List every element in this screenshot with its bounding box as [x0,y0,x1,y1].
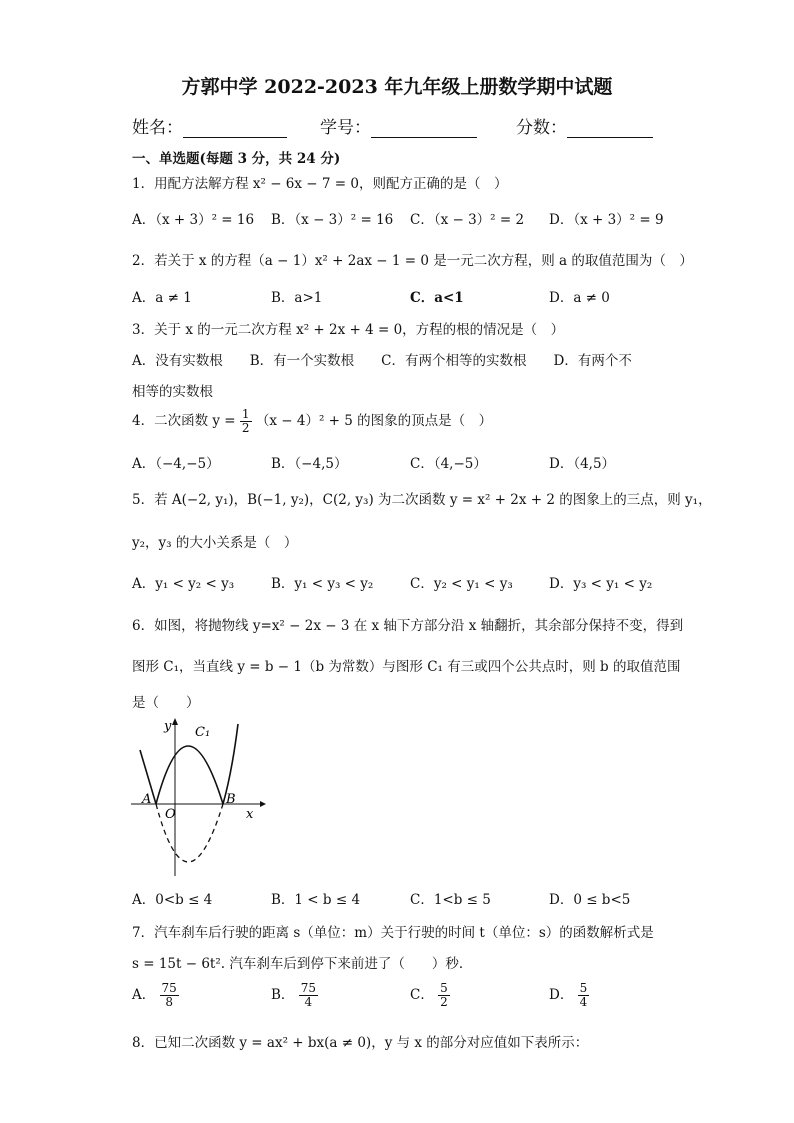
option-b-prefix: B． [271,987,295,1003]
option-a-fraction [160,982,179,1009]
question-6-option-d: D．0 ≤ b<5 [549,892,631,908]
question-1-option-a: A．（x + 3）² = 16 [132,212,255,228]
page-title: 方郭中学 2022-2023 年九年级上册数学期中试题 [181,76,613,98]
question-4-option-d: D．（4,5） [549,456,616,472]
fraction-denominator: 8 [165,995,173,1009]
option-a-prefix: A． [132,987,156,1003]
question-6-option-c: C．1<b ≤ 5 [410,892,491,908]
question-6-stem-line3: 是（ ） [132,695,200,711]
question-3-options-cont: 相等的实数根 [132,384,213,400]
fraction-denominator: 2 [241,421,250,435]
option-c-fraction [438,982,450,1009]
id-label: 学号： [320,118,371,138]
question-2-stem: 2．若关于 x 的方程（a − 1）x² + 2ax − 1 = 0 是一元二次方程，则 a 的取值范围为（ ） [132,253,693,269]
option-d-prefix: D． [549,987,574,1003]
question-7-option-c [410,982,450,1009]
question-1-option-d: D．（x + 3）² = 9 [549,212,664,228]
question-1-option-b: B．（x − 3）² = 16 [271,212,394,228]
question-2-option-a: A．a ≠ 1 [132,290,192,306]
option-c-prefix: C． [410,987,434,1003]
question-5-option-c: C．y₂ < y₁ < y₃ [410,576,513,592]
name-label: 姓名： [132,118,183,138]
label-b: B [226,792,236,807]
question-1-option-c: C．（x − 3）² = 2 [410,212,525,228]
question-5-option-a: A．y₁ < y₂ < y₃ [132,576,235,592]
question-4-fraction [240,408,252,435]
question-7-stem-line2: s = 15t − 6t². 汽车刹车后到停下来前进了（ ）秒． [132,956,473,972]
question-4-option-b: B．（−4,5） [271,456,348,472]
question-4-stem-post: （x − 4）² + 5 的图象的顶点是（ ） [255,413,493,429]
question-7-option-d [549,982,589,1009]
question-1-stem: 1．用配方法解方程 x² − 6x − 7 = 0，则配方正确的是（ ） [132,176,508,192]
question-6-stem-line2: 图形 C₁，当直线 y = b − 1（b 为常数）与图形 C₁ 有三或四个公共点时，则 b 的取值范围 [132,659,681,675]
name-field [132,113,287,138]
id-blank [371,119,477,138]
question-8-stem: 8．已知二次函数 y = ax² + bx(a ≠ 0)，y 与 x 的部分对应值如下表所示： [132,1035,589,1051]
y-axis-arrow [172,718,178,725]
id-field [320,113,477,138]
question-5-stem-line2: y₂，y₃ 的大小关系是（ ） [132,535,298,551]
fraction-numerator: 75 [300,981,316,995]
label-a: A [142,792,152,807]
label-x: x [246,807,254,822]
question-5-stem-line1: 5．若 A(−2, y₁)，B(−1, y₂)，C(2, y₃) 为二次函数 y = x² + 2x + 2 的图象上的三点，则 y₁， [132,492,712,508]
question-2-option-d: D．a ≠ 0 [549,290,610,306]
question-2-option-c: C．a<1 [410,290,464,306]
fraction-denominator: 4 [579,995,588,1009]
question-4-option-c: C．（4,−5） [410,456,487,472]
question-6-option-a: A．0<b ≤ 4 [132,892,213,908]
question-5-option-b: B．y₁ < y₃ < y₂ [271,576,374,592]
question-6-stem-line1: 6．如图，将抛物线 y=x² − 2x − 3 在 x 轴下方部分沿 x 轴翻折，其余部分保持不变，得到 [132,618,684,634]
x-axis-arrow [260,801,266,807]
question-2-option-b: B．a>1 [271,290,323,306]
label-y: y [164,719,172,734]
parabola-figure [128,716,268,878]
question-5-option-d: D．y₃ < y₁ < y₂ [549,576,653,592]
score-label: 分数： [516,118,567,138]
question-7-stem-line1: 7．汽车刹车后行驶的距离 s（单位：m）关于行驶的时间 t（单位：s）的函数解析式是 [132,925,654,941]
fraction-numerator: 75 [161,981,177,995]
question-7-option-a [132,982,179,1009]
fraction-numerator: 5 [579,981,588,995]
label-o: O [165,807,176,822]
fraction-numerator: 1 [241,407,250,421]
question-4-stem [132,408,492,435]
question-3-options: A．没有实数根 B．有一个实数根 C．有两个相等的实数根 D．有两个不 [132,353,632,369]
option-d-fraction [578,982,590,1009]
section-heading: 一、单选题(每题 3 分，共 24 分) [132,151,341,167]
question-4-stem-pre: 4．二次函数 y = [132,413,236,429]
question-3-stem: 3．关于 x 的一元二次方程 x² + 2x + 4 = 0，方程的根的情况是（ ） [132,322,565,338]
name-blank [183,119,287,138]
fraction-denominator: 2 [440,995,448,1009]
question-7-option-b [271,982,318,1009]
score-field [516,113,653,138]
score-blank [567,119,653,138]
label-c1: C₁ [195,725,211,740]
folded-arch [156,746,223,804]
fraction-denominator: 4 [304,995,313,1009]
question-6-option-b: B．1 < b ≤ 4 [271,892,361,908]
option-b-fraction [299,982,318,1009]
fraction-numerator: 5 [440,981,448,995]
question-4-option-a: A．（−4,−5） [132,456,220,472]
